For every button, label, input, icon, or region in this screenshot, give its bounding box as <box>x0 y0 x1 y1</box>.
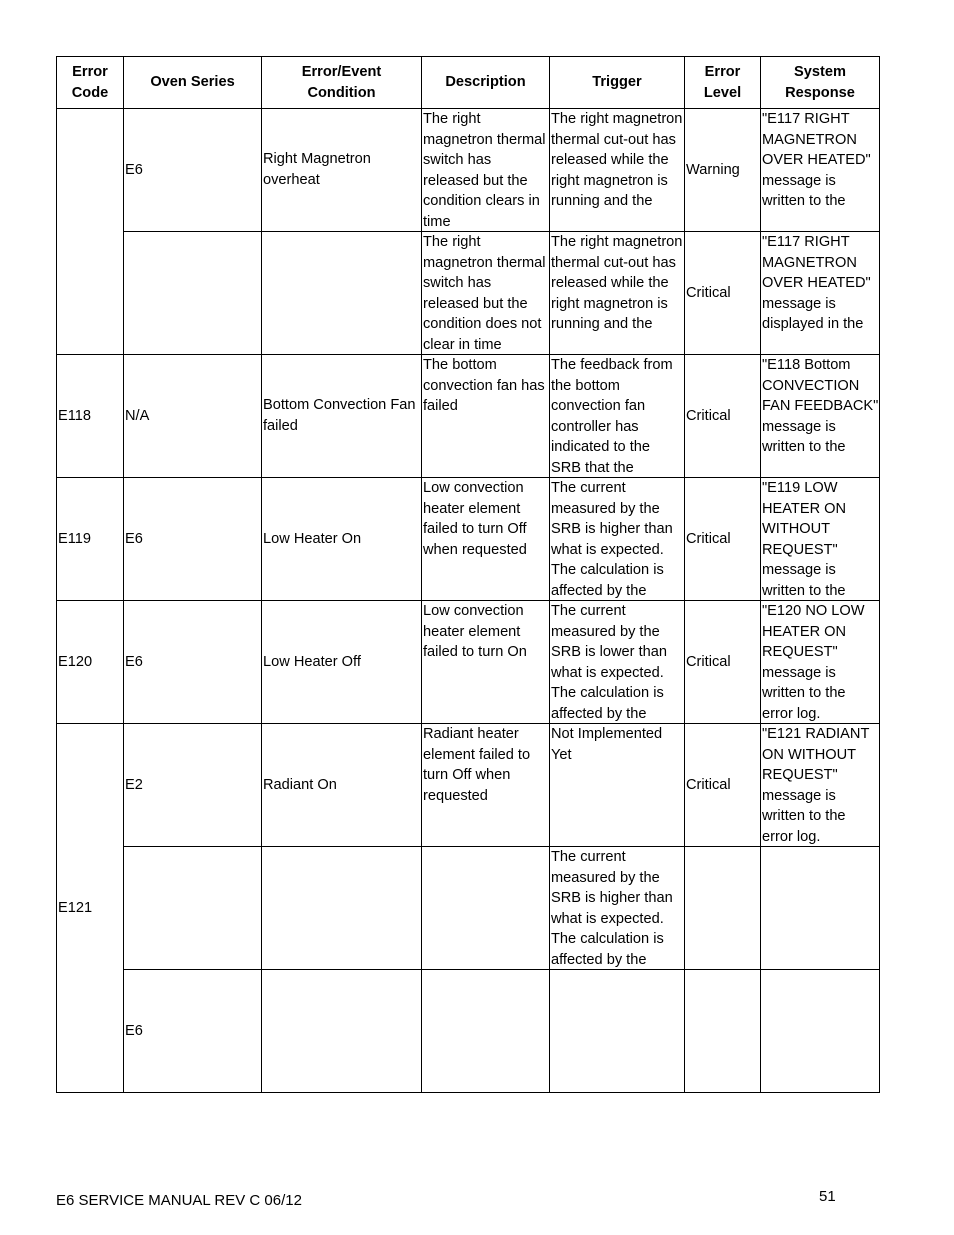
condition-cell: Right Magnetron overheat <box>262 109 422 232</box>
system-response-text: "E117 RIGHT MAGNETRON OVER HEATED" message is displayed in the <box>762 234 871 333</box>
system-response-text: "E118 Bottom CONVECTION FAN FEEDBACK" message is written to the <box>762 357 879 456</box>
table-row <box>57 355 880 478</box>
system-response-cell <box>761 478 880 601</box>
oven-series-cell: E6 <box>124 109 262 232</box>
description-text: The right magnetron thermal switch has released but the condition clears in time <box>423 111 546 230</box>
error-code-table <box>56 56 880 1093</box>
table-row <box>57 109 880 232</box>
description-text: Low convection heater element failed to turn On <box>423 603 527 661</box>
error-level-cell: Critical <box>685 355 761 478</box>
description-text: The bottom convection fan has failed <box>423 357 545 415</box>
oven-series-cell <box>124 232 262 355</box>
error-code-cell: E118 <box>57 355 124 478</box>
system-response-cell <box>761 847 880 970</box>
header-oven-series: Oven Series <box>124 57 262 109</box>
system-response-text <box>762 970 879 1092</box>
trigger-text: The current measured by the SRB is higher than what is expected. The calculation is affected by the <box>551 849 673 968</box>
trigger-cell <box>550 724 685 847</box>
system-response-text: "E117 RIGHT MAGNETRON OVER HEATED" message is written to the <box>762 111 871 210</box>
oven-series-cell <box>124 847 262 970</box>
system-response-cell <box>761 232 880 355</box>
page-number: 51 <box>819 1188 836 1205</box>
trigger-text: The current measured by the SRB is lower than what is expected. The calculation is affected by the <box>551 603 667 722</box>
condition-cell <box>262 847 422 970</box>
table-row <box>57 478 880 601</box>
description-cell <box>422 109 550 232</box>
error-level-cell: Critical <box>685 724 761 847</box>
table-row <box>57 847 880 970</box>
condition-cell <box>262 232 422 355</box>
system-response-cell <box>761 355 880 478</box>
header-error-level: Error Level <box>685 57 761 109</box>
description-text: The right magnetron thermal switch has released but the condition does not clear in time <box>423 234 546 353</box>
oven-series-cell: E6 <box>124 478 262 601</box>
description-text <box>423 970 549 1092</box>
oven-series-cell: N/A <box>124 355 262 478</box>
error-level-cell: Critical <box>685 601 761 724</box>
description-cell <box>422 232 550 355</box>
trigger-cell <box>550 970 685 1093</box>
condition-cell: Low Heater Off <box>262 601 422 724</box>
description-cell <box>422 724 550 847</box>
footer-manual-title: E6 SERVICE MANUAL REV C 06/12 <box>56 1192 302 1209</box>
description-cell <box>422 970 550 1093</box>
system-response-cell <box>761 109 880 232</box>
error-code-cell: E120 <box>57 601 124 724</box>
table-row <box>57 970 880 1093</box>
error-level-cell: Critical <box>685 478 761 601</box>
system-response-cell <box>761 601 880 724</box>
error-code-cell: E121 <box>57 724 124 1093</box>
trigger-text: The right magnetron thermal cut-out has released while the right magnetron is running and the <box>551 234 683 333</box>
condition-cell <box>262 970 422 1093</box>
condition-cell: Low Heater On <box>262 478 422 601</box>
error-code-cell: E119 <box>57 478 124 601</box>
error-level-cell: Warning <box>685 109 761 232</box>
error-level-cell: Critical <box>685 232 761 355</box>
description-text <box>423 847 549 969</box>
header-error-code: Error Code <box>57 57 124 109</box>
header-trigger: Trigger <box>550 57 685 109</box>
system-response-text <box>762 847 879 969</box>
table-row <box>57 724 880 847</box>
header-system-response: System Response <box>761 57 880 109</box>
system-response-cell <box>761 970 880 1093</box>
description-cell <box>422 601 550 724</box>
condition-cell: Radiant On <box>262 724 422 847</box>
trigger-cell <box>550 478 685 601</box>
description-cell <box>422 847 550 970</box>
description-text: Low convection heater element failed to turn Off when requested <box>423 480 527 558</box>
system-response-cell <box>761 724 880 847</box>
system-response-text: "E121 RADIANT ON WITHOUT REQUEST" message is written to the error log. <box>762 726 870 845</box>
trigger-cell <box>550 847 685 970</box>
trigger-cell <box>550 232 685 355</box>
description-cell <box>422 478 550 601</box>
table-header-row <box>57 57 880 109</box>
description-text: Radiant heater element failed to turn Off when requested <box>423 726 531 804</box>
system-response-text: "E120 NO LOW HEATER ON REQUEST" message is written to the error log. <box>762 603 865 722</box>
oven-series-cell: E2 <box>124 724 262 847</box>
error-level-cell <box>685 847 761 970</box>
trigger-text: The feedback from the bottom convection fan controller has indicated to the SRB that the <box>551 357 673 476</box>
oven-series-cell: E6 <box>124 601 262 724</box>
trigger-cell <box>550 109 685 232</box>
trigger-text: Not Implemented Yet <box>551 726 663 763</box>
trigger-cell <box>550 601 685 724</box>
trigger-text <box>551 970 684 1092</box>
trigger-text: The current measured by the SRB is higher than what is expected. The calculation is affected by the <box>551 480 673 599</box>
table-row <box>57 601 880 724</box>
description-cell <box>422 355 550 478</box>
header-description: Description <box>422 57 550 109</box>
trigger-text: The right magnetron thermal cut-out has released while the right magnetron is running and the <box>551 111 683 210</box>
header-error-event-condition: Error/Event Condition <box>262 57 422 109</box>
system-response-text: "E119 LOW HEATER ON WITHOUT REQUEST" message is written to the <box>762 480 847 599</box>
table-row <box>57 232 880 355</box>
error-code-cell <box>57 109 124 355</box>
error-level-cell <box>685 970 761 1093</box>
oven-series-cell: E6 <box>124 970 262 1093</box>
trigger-cell <box>550 355 685 478</box>
condition-cell: Bottom Convection Fan failed <box>262 355 422 478</box>
